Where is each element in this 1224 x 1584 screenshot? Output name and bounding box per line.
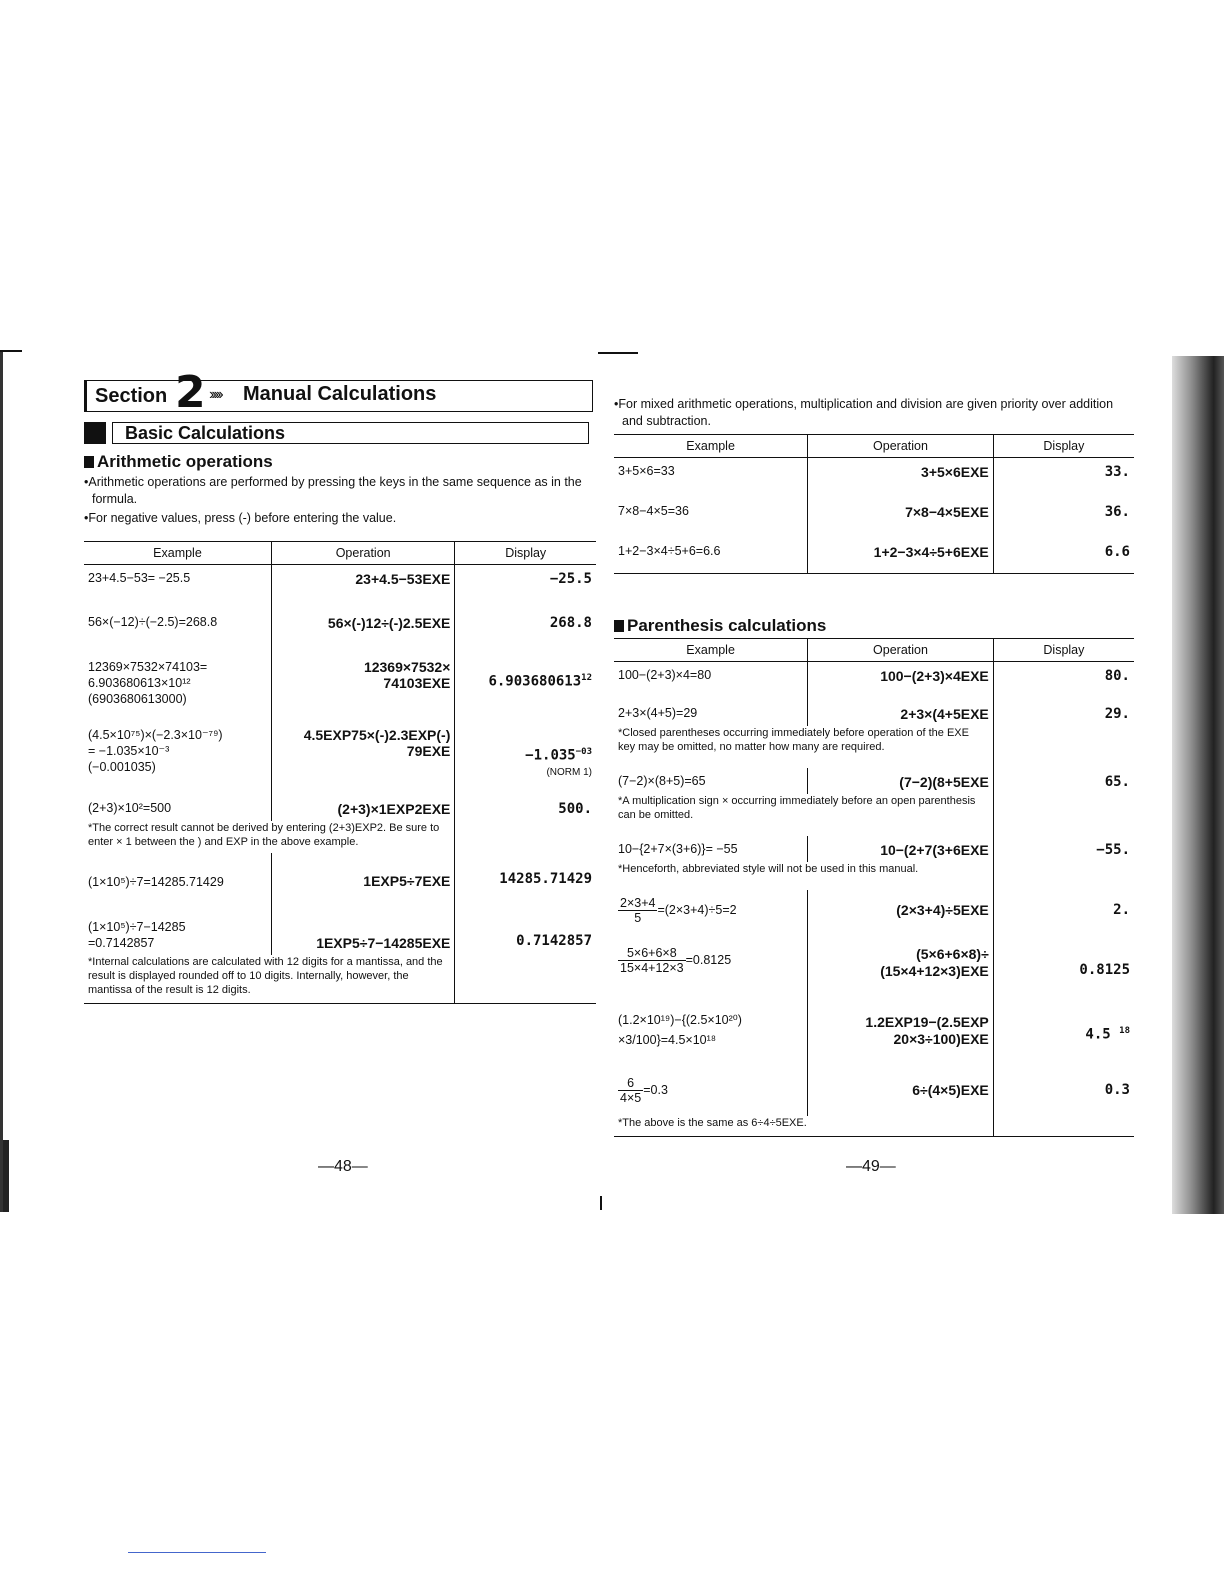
operation-cell: 1+2−3×4÷5+6EXE xyxy=(808,538,994,574)
display-cell: 14285.71429 xyxy=(455,853,596,903)
operation-cell: 7×8−4×5EXE xyxy=(808,498,994,538)
example-cell: 10−{2+7×(3+6)}= −55 xyxy=(618,841,738,856)
note-row xyxy=(84,821,596,853)
table-row xyxy=(614,940,1134,1004)
note-text: *A multiplication sign × occurring immediately before an open parenthesis can be omitted. xyxy=(618,794,976,821)
left-page xyxy=(84,367,596,1004)
square-bullet-icon xyxy=(614,620,624,632)
example-cell: (7−2)×(8+5)=65 xyxy=(618,773,706,788)
table-header-row xyxy=(614,435,1134,458)
table-header-row xyxy=(614,639,1134,662)
table-header-row xyxy=(84,542,596,565)
display-cell: 33. xyxy=(993,458,1134,498)
subsection-box xyxy=(112,422,589,444)
display-cell: 268.8 xyxy=(455,609,596,653)
note-row xyxy=(614,726,1134,768)
scan-edge-right xyxy=(1172,356,1224,1214)
bullet-text: •Arithmetic operations are performed by pressing the keys in the same sequence as in the formula. xyxy=(84,475,582,506)
operation-cell: 23+4.5−53EXE xyxy=(271,565,454,609)
table-row xyxy=(84,795,596,821)
example-cell: 12369×7532×74103= 6.903680613×10¹² (6903680613000) xyxy=(88,659,208,706)
example-cell: 7×8−4×5=36 xyxy=(618,503,689,518)
display-cell: 0.3 xyxy=(993,1070,1134,1116)
example-cell: 3+5×6=33 xyxy=(618,464,675,478)
scan-edge-left xyxy=(0,350,3,1212)
operation-cell: (5×6+6×8)÷ (15×4+12×3)EXE xyxy=(808,940,994,1004)
display-cell: 29. xyxy=(993,700,1134,726)
operation-cell: 4.5EXP75×(-)2.3EXP(-) 79EXE xyxy=(271,721,454,795)
display-cell: −25.5 xyxy=(455,565,596,609)
calc-table-mixed xyxy=(614,434,1134,574)
table-row xyxy=(614,458,1134,498)
calc-table-parenthesis xyxy=(614,638,1134,1137)
note-text: *Internal calculations are calculated with 12 digits for a mantissa, and the result is displayed rounded off to 10 digits. Internally, however, the mantissa of the result is 12 digits. xyxy=(84,955,455,1004)
table-row xyxy=(614,768,1134,794)
example-cell: 56×(−12)÷(−2.5)=268.8 xyxy=(88,614,218,629)
note-row xyxy=(614,862,1134,890)
note-text: *The above is the same as 6÷4÷5EXE. xyxy=(614,1116,993,1137)
example-cell: 23+4.5−53= −25.5 xyxy=(88,571,191,585)
table-row xyxy=(614,836,1134,862)
topic-heading: Parenthesis calculations xyxy=(614,616,1134,636)
operation-cell: 10−(2+7(3+6EXE xyxy=(808,836,994,862)
display-cell: 36. xyxy=(993,498,1134,538)
note-text: *The correct result cannot be derived by entering (2+3)EXP2. Be sure to enter × 1 between the ) and EXP in the above example. xyxy=(88,821,440,848)
topic-heading: Arithmetic operations xyxy=(84,452,596,472)
display-cell: 4.5 $^{18}$ xyxy=(993,1004,1134,1070)
col-header: Display xyxy=(993,639,1134,662)
page-number-right: —49— xyxy=(846,1158,896,1175)
section-arrows: ››››› xyxy=(209,386,221,403)
section-header xyxy=(84,367,593,418)
table-row xyxy=(84,653,596,721)
square-bullet-icon xyxy=(84,456,94,468)
calc-table xyxy=(84,541,596,1004)
operation-cell: 1EXP5÷7EXE xyxy=(271,853,454,903)
note-text: *Closed parentheses occurring immediately before operation of the EXE key may be omitted, no matter how many are required. xyxy=(618,726,969,753)
operation-cell: (2+3)×1EXP2EXE xyxy=(271,795,454,821)
note-row xyxy=(84,955,596,1004)
table-row xyxy=(84,609,596,653)
operation-cell: 100−(2+3)×4EXE xyxy=(808,662,994,700)
example-cell: (1.2×10¹⁹)−{(2.5×10²⁰) ×3/100}=4.5×10¹⁸ xyxy=(618,1012,742,1047)
col-header: Example xyxy=(614,639,808,662)
display-cell: 6.6 xyxy=(993,538,1134,574)
table-row xyxy=(84,721,596,795)
operation-cell: 1EXP5÷7−14285EXE xyxy=(271,903,454,955)
table-row xyxy=(614,700,1134,726)
note-row xyxy=(614,794,1134,836)
col-header: Example xyxy=(614,435,808,458)
subsection-block-icon xyxy=(84,422,106,444)
col-header: Example xyxy=(84,542,271,565)
col-header: Operation xyxy=(271,542,454,565)
col-header: Operation xyxy=(808,435,994,458)
section-title: Manual Calculations xyxy=(243,383,437,405)
display-cell: 80. xyxy=(993,662,1134,700)
example-cell: (4.5×10⁷⁵)×(−2.3×10⁻⁷⁹) = −1.035×10⁻³ (−0.001035) xyxy=(88,727,223,774)
example-cell: 1+2−3×4÷5+6=6.6 xyxy=(614,538,808,574)
col-header: Operation xyxy=(808,639,994,662)
scan-corner-mark xyxy=(0,350,22,352)
col-header: Display xyxy=(993,435,1134,458)
display-cell: 6.903680613$^{12}$ xyxy=(455,653,596,721)
operation-cell: 12369×7532× 74103EXE xyxy=(271,653,454,721)
example-cell: (1×10⁵)÷7=14285.71429 xyxy=(88,874,224,889)
example-cell: $\frac{6}{4\times 5}$ =0.3 xyxy=(620,1075,668,1105)
bullet-text: •For mixed arithmetic operations, multiplication and division are given priority over addition and subtraction. xyxy=(614,397,1114,428)
subsection-title: Basic Calculations xyxy=(125,423,286,443)
section-number: 2 xyxy=(175,367,206,418)
table-row xyxy=(84,853,596,903)
operation-cell: 3+5×6EXE xyxy=(808,458,994,498)
page-number-left: —48— xyxy=(318,1158,368,1175)
operation-cell: 6÷(4×5)EXE xyxy=(808,1070,994,1116)
example-cell: $\frac{5\times 6+6\times 8}{15\times 4+12\times 3}$ =0.8125 xyxy=(620,945,732,975)
note-text: *Henceforth, abbreviated style will not be used in this manual. xyxy=(618,862,919,875)
example-cell: 2+3×(4+5)=29 xyxy=(618,705,698,720)
operation-cell: 56×(-)12÷(-)2.5EXE xyxy=(271,609,454,653)
table-row xyxy=(614,1070,1134,1116)
example-cell: 100−(2+3)×4=80 xyxy=(618,668,712,682)
footer-link-line xyxy=(128,1552,266,1553)
example-cell: $\frac{2\times 3+4}{5}$ =(2×3+4)÷5=2 xyxy=(620,895,737,925)
table-row xyxy=(614,538,1134,574)
table-row xyxy=(614,498,1134,538)
table-row xyxy=(614,1004,1134,1070)
bullet-text: •For negative values, press (-) before entering the value. xyxy=(84,511,397,525)
example-cell: (2+3)×10²=500 xyxy=(88,800,172,815)
note-row xyxy=(614,1116,1134,1137)
operation-cell: (2×3+4)÷5EXE xyxy=(808,890,994,940)
example-cell: (1×10⁵)÷7−14285 =0.7142857 xyxy=(88,919,186,950)
display-cell: −55. xyxy=(993,836,1134,862)
display-cell: 500. xyxy=(455,795,596,821)
table-row xyxy=(84,565,596,609)
operation-cell: 2+3×(4+5EXE xyxy=(808,700,994,726)
display-cell: $-1.035^{-03}$ (NORM 1) xyxy=(455,721,596,795)
gutter-mark xyxy=(600,1196,602,1210)
col-header: Display xyxy=(455,542,596,565)
display-cell: 2. xyxy=(993,890,1134,940)
section-word: Section xyxy=(95,385,168,407)
table-row xyxy=(614,662,1134,700)
display-cell: 0.7142857 xyxy=(455,903,596,955)
scan-corner-mark-right xyxy=(598,352,638,354)
table-row xyxy=(614,890,1134,940)
table-row xyxy=(84,903,596,955)
subsection-header xyxy=(84,422,589,444)
display-cell: 65. xyxy=(993,768,1134,794)
operation-cell: (7−2)(8+5EXE xyxy=(808,768,994,794)
scan-edge-left-bottom xyxy=(3,1140,9,1212)
right-page xyxy=(614,396,1134,1137)
display-cell: 0.8125 xyxy=(993,940,1134,1004)
operation-cell: 1.2EXP19−(2.5EXP 20×3÷100)EXE xyxy=(808,1004,994,1070)
